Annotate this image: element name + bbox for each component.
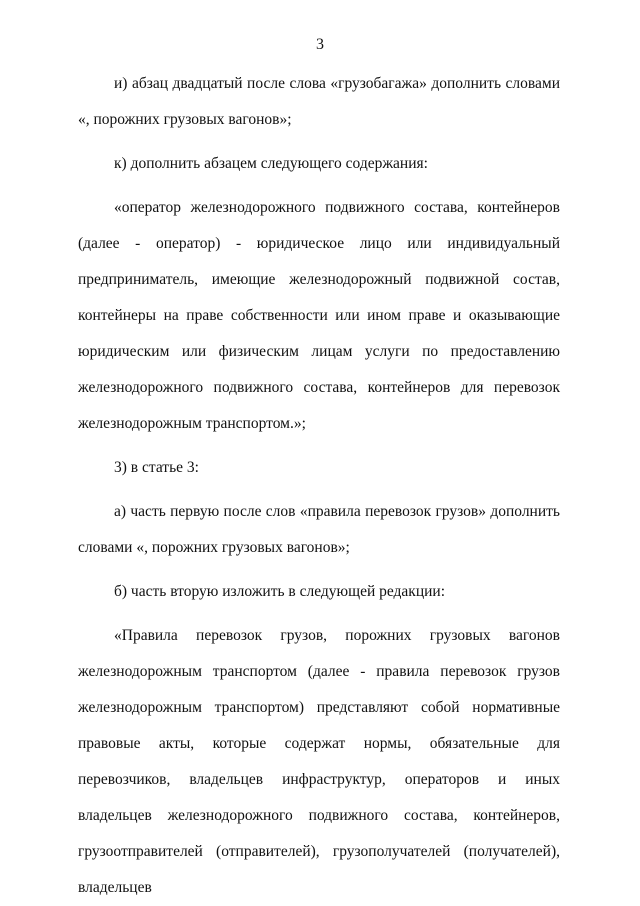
paragraph-rules: «Правила перевозок грузов, порожних грузовых вагонов железнодорожным транспортом (далее - правила перевозок грузов железнодорожным транспортом) представляют собой нормативные правовые акты, которые содержат нормы, обязательные для перевозчиков, владельцев инфраструктур, операторов и иных владельцев железнодорожного подвижного состава, контейнеров, грузоотправителей (отправителей), грузополучателей (получателей), владельцев <box>78 627 560 896</box>
paragraph-a: а) часть первую после слов «правила перевозок грузов» дополнить словами «, порожних грузовых вагонов»; <box>78 503 560 556</box>
paragraph-operator-definition: «оператор железнодорожного подвижного состава, контейнеров (далее - оператор) - юридическое лицо или индивидуальный предприниматель, имеющие железнодорожный подвижной состав, контейнеры на праве собственности или ином праве и оказывающие юридическим или физическим лицам услуги по предоставлению железнодорожного подвижного состава, контейнеров для перевозок железнодорожным транспортом.»; <box>78 199 560 432</box>
document-body <box>78 66 560 906</box>
paragraph-k: к) дополнить абзацем следующего содержания: <box>114 155 428 172</box>
paragraph-b: б) часть вторую изложить в следующей редакции: <box>114 583 446 600</box>
page-number: 3 <box>316 36 324 53</box>
paragraph-article-3: 3) в статье 3: <box>114 459 199 476</box>
paragraph-i: и) абзац двадцатый после слова «грузобагажа» дополнить словами «, порожних грузовых вагонов»; <box>78 75 560 128</box>
